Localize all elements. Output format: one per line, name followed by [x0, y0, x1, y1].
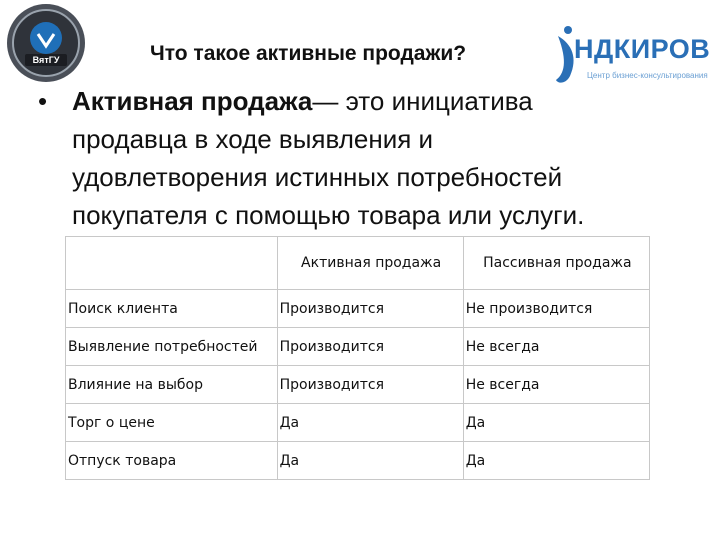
definition-line-1-rest: — это инициатива	[312, 86, 533, 116]
table-cell: Поиск клиента	[66, 290, 278, 328]
table-cell: Да	[277, 404, 463, 442]
table-header-cell: Активная продажа	[277, 237, 463, 290]
brand-logo-text: НДКИРОВ	[574, 34, 711, 64]
table-header-row	[66, 237, 650, 290]
table-cell: Производится	[277, 328, 463, 366]
definition-term: Активная продажа	[72, 86, 313, 116]
table-cell: Да	[463, 404, 649, 442]
bullet-marker: •	[38, 86, 48, 116]
table-cell: Да	[463, 442, 649, 480]
table-row	[66, 442, 650, 480]
table-row	[66, 366, 650, 404]
definition-line-4: покупателя с помощью товара или услуги.	[72, 200, 585, 230]
table-row	[66, 404, 650, 442]
brand-logo-subtitle: Центр бизнес-консультирования	[587, 71, 708, 80]
table-cell: Да	[277, 442, 463, 480]
table-cell: Производится	[277, 290, 463, 328]
table-header-cell: Пассивная продажа	[463, 237, 649, 290]
university-emblem-logo	[5, 2, 87, 84]
table-row	[66, 290, 650, 328]
table-cell: Выявление потребностей	[66, 328, 278, 366]
definition-line-2: продавца в ходе выявления и	[72, 124, 434, 154]
table-cell: Влияние на выбор	[66, 366, 278, 404]
table-row	[66, 328, 650, 366]
slide-title: Что такое активные продажи?	[150, 42, 467, 65]
table-cell: Не всегда	[463, 366, 649, 404]
table-header-cell	[66, 237, 278, 290]
definition-bullet	[38, 82, 678, 234]
comparison-table	[65, 236, 650, 480]
table-cell: Производится	[277, 366, 463, 404]
table-cell: Торг о цене	[66, 404, 278, 442]
table-cell: Не производится	[463, 290, 649, 328]
definition-text	[72, 82, 678, 234]
table-cell: Отпуск товара	[66, 442, 278, 480]
definition-line-3: удовлетворения истинных потребностей	[72, 162, 563, 192]
definition-line-1	[72, 82, 678, 120]
table-cell: Не всегда	[463, 328, 649, 366]
emblem-text: ВятГУ	[32, 55, 60, 65]
